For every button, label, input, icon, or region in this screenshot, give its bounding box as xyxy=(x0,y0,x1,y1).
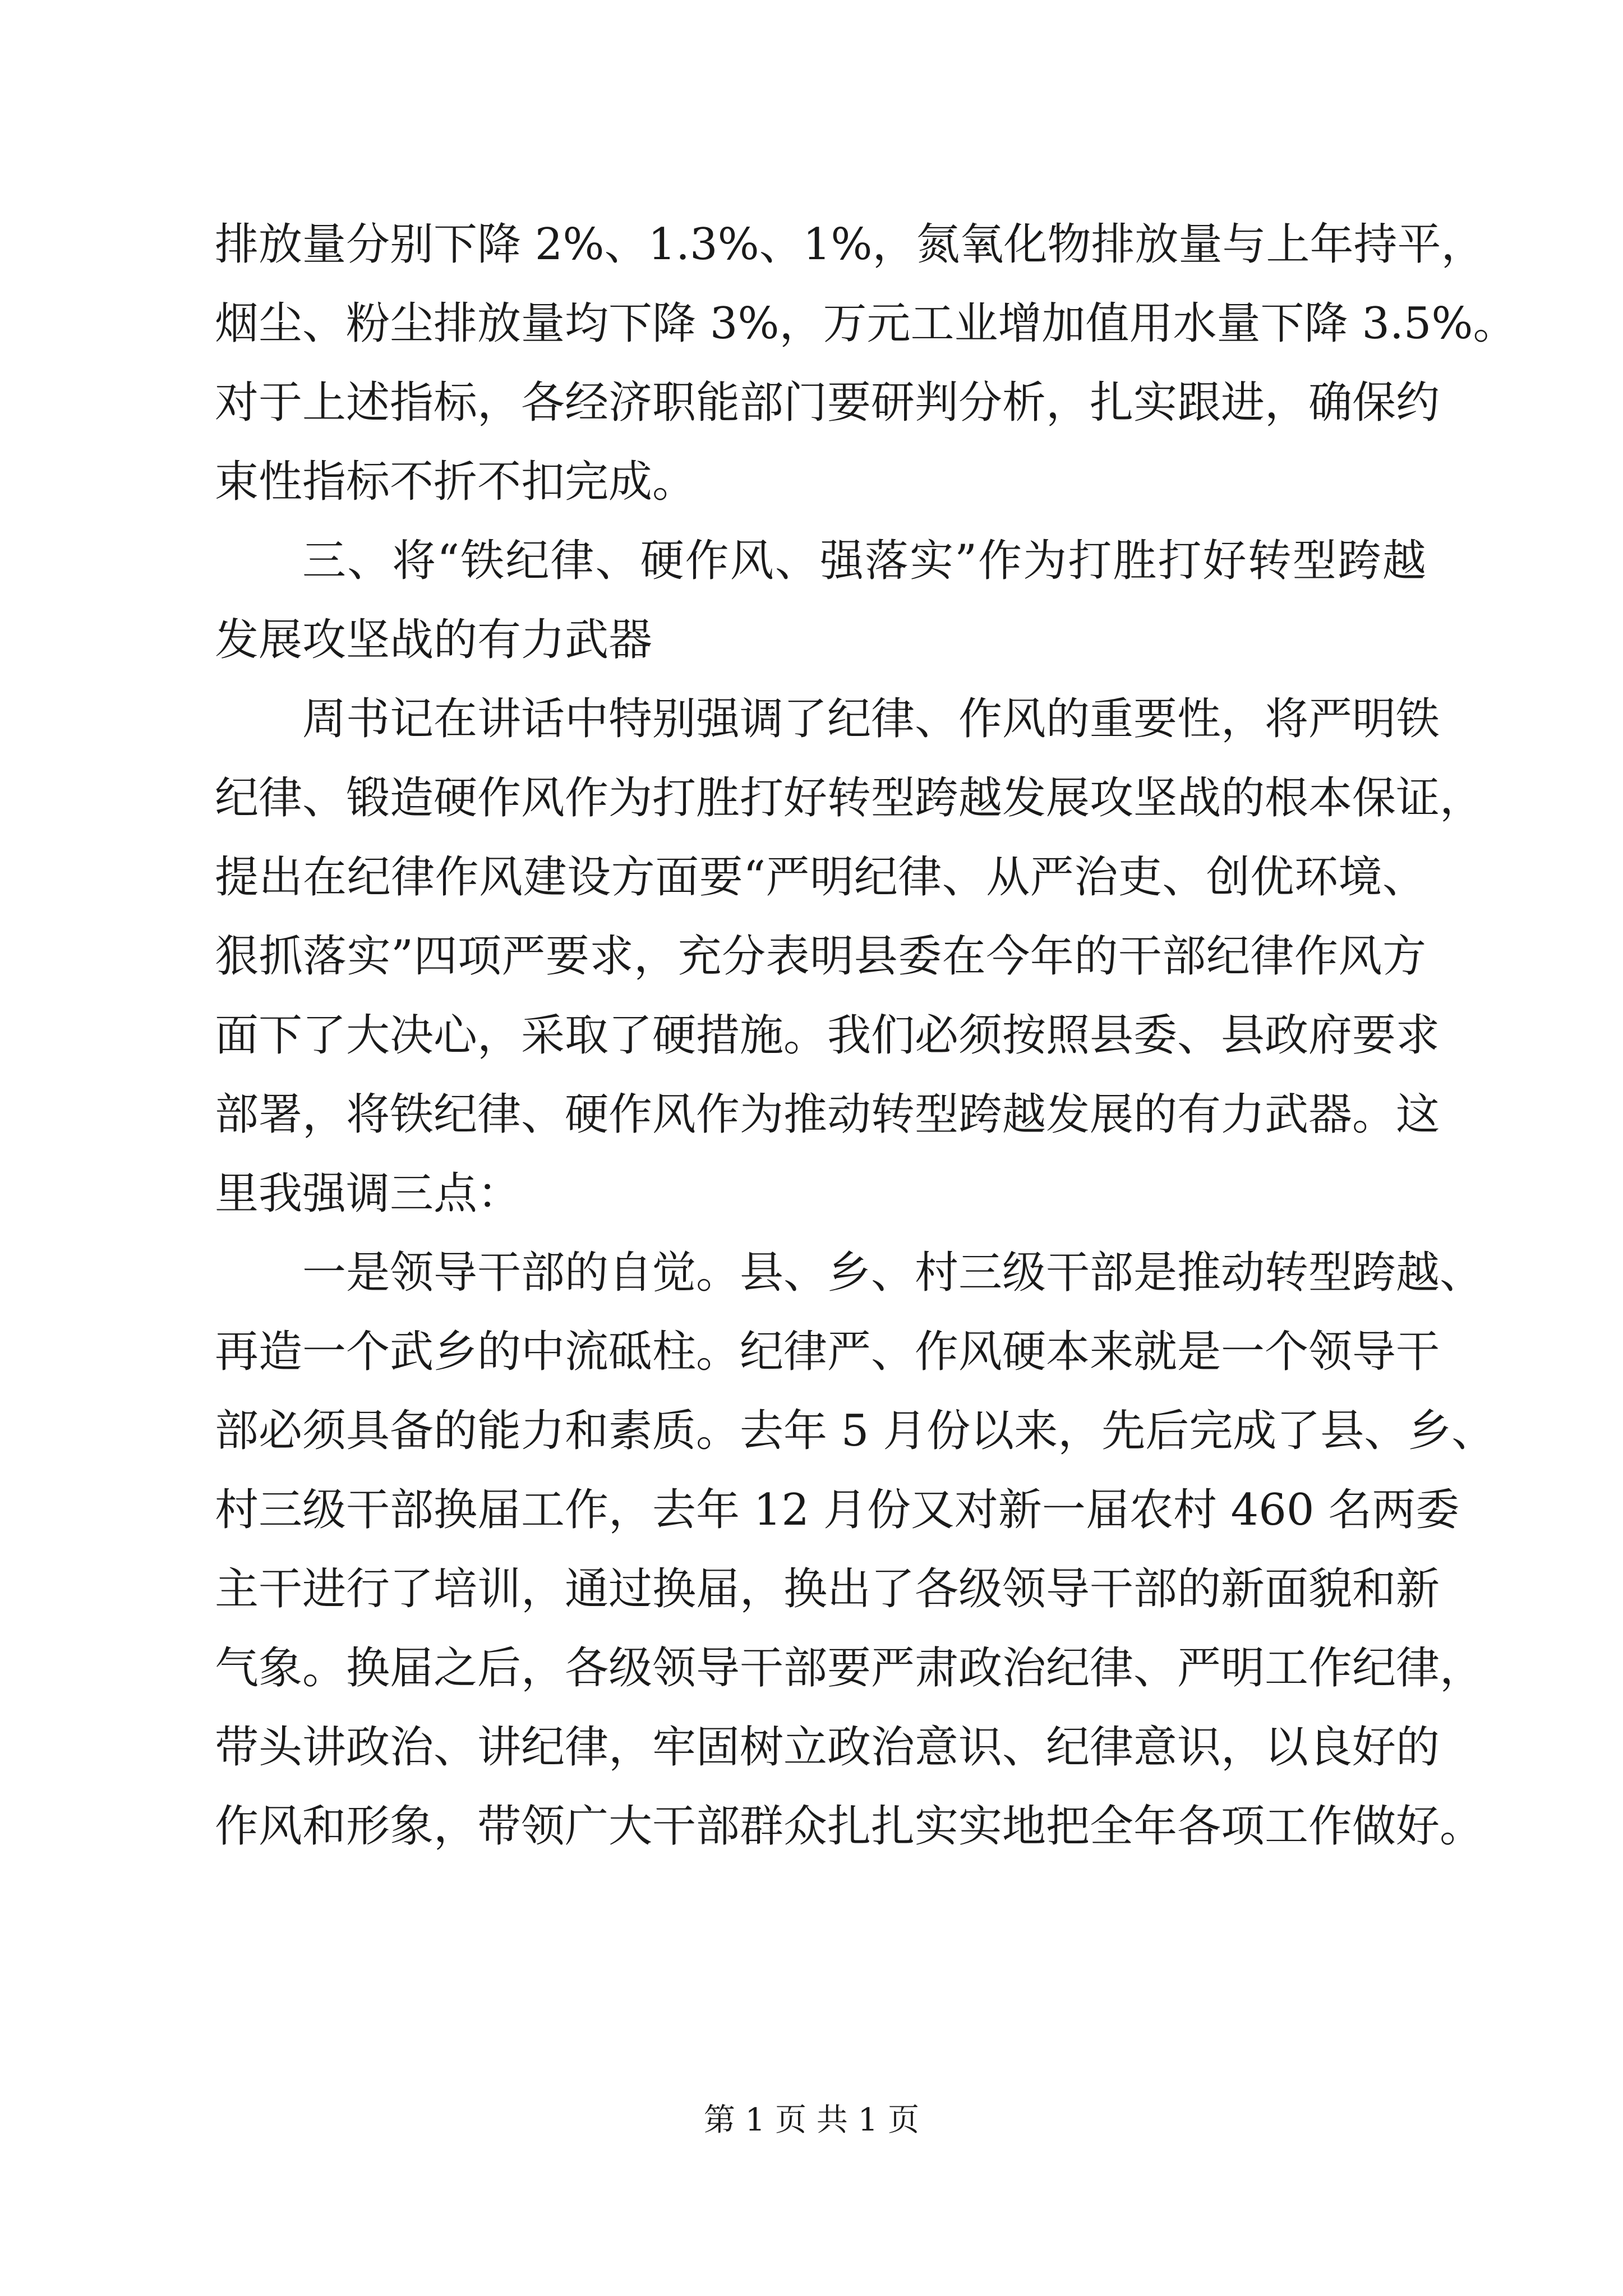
text-line: 排放量分别下降 2%、1.3%、1%，氮氧化物排放量与上年持平， xyxy=(215,219,1485,270)
text-line: 再造一个武乡的中流砥柱。纪律严、作风硬本来就是一个领导干 xyxy=(215,1327,1440,1377)
text-line: 作风和形象，带领广大干部群众扎扎实实地把全年各项工作做好。 xyxy=(215,1801,1484,1852)
text-line: 三、将“铁纪律、硬作风、强落实”作为打胜打好转型跨越 xyxy=(302,536,1426,586)
page-footer: 第 1 页 共 1 页 xyxy=(703,2102,920,2138)
text-line: 部署，将铁纪律、硬作风作为推动转型跨越发展的有力武器。这 xyxy=(215,1089,1440,1140)
text-line: 气象。换届之后，各级领导干部要严肃政治纪律、严明工作纪律， xyxy=(215,1643,1484,1694)
text-line: 里我强调三点： xyxy=(215,1168,522,1219)
text-line: 纪律、锻造硬作风作为打胜打好转型跨越发展攻坚战的根本保证， xyxy=(215,773,1484,823)
text-line: 束性指标不折不扣完成。 xyxy=(215,457,697,507)
text-line: 发展攻坚战的有力武器 xyxy=(215,615,653,665)
text-line: 周书记在讲话中特别强调了纪律、作风的重要性，将严明铁 xyxy=(302,694,1440,744)
text-line: 提出在纪律作风建设方面要“严明纪律、从严治吏、创优环境、 xyxy=(215,852,1426,903)
text-line: 主干进行了培训，通过换届，换出了各级领导干部的新面貌和新 xyxy=(215,1564,1440,1614)
text-line: 烟尘、粉尘排放量均下降 3%，万元工业增加值用水量下降 3.5%。 xyxy=(215,298,1517,349)
text-line: 村三级干部换届工作，去年 12 月份又对新一届农村 460 名两委 xyxy=(215,1485,1460,1535)
text-line: 狠抓落实”四项严要求，充分表明县委在今年的干部纪律作风方 xyxy=(215,931,1426,982)
document-body xyxy=(215,205,1517,1866)
text-line: 带头讲政治、讲纪律，牢固树立政治意识、纪律意识，以良好的 xyxy=(215,1722,1440,1773)
text-line: 部必须具备的能力和素质。去年 5 月份以来，先后完成了县、乡、 xyxy=(215,1406,1496,1456)
text-line: 对于上述指标，各经济职能部门要研判分析，扎实跟进，确保约 xyxy=(215,378,1440,428)
text-line: 一是领导干部的自觉。县、乡、村三级干部是推动转型跨越、 xyxy=(302,1248,1484,1298)
text-line: 面下了大决心，采取了硬措施。我们必须按照县委、县政府要求 xyxy=(215,1010,1440,1061)
